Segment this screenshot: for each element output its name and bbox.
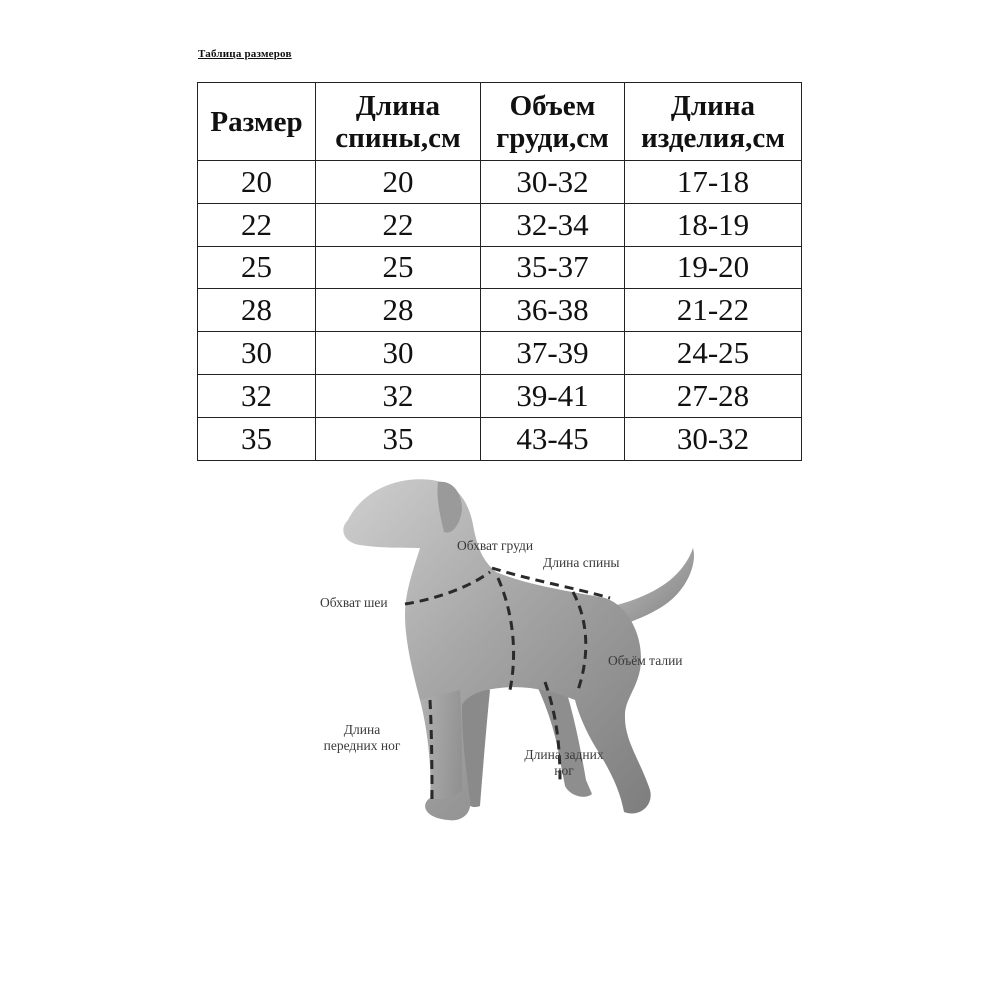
label-chest-girth: Обхват груди: [457, 538, 534, 553]
cell-item-length: 19-20: [625, 246, 802, 289]
cell-size: 35: [198, 417, 316, 460]
cell-chest: 32-34: [481, 203, 625, 246]
cell-item-length: 18-19: [625, 203, 802, 246]
header-back-length-line2: спины,см: [335, 121, 461, 154]
cell-size: 28: [198, 289, 316, 332]
label-hind-legs: [512, 747, 616, 779]
cell-item-length: 30-32: [625, 417, 802, 460]
cell-item-length: 24-25: [625, 332, 802, 375]
header-item-length-line1: Длина: [670, 89, 756, 122]
cell-size: 30: [198, 332, 316, 375]
cell-back-length: 22: [316, 203, 481, 246]
cell-back-length: 30: [316, 332, 481, 375]
label-front-legs: [318, 722, 406, 754]
cell-chest: 43-45: [481, 417, 625, 460]
cell-back-length: 32: [316, 374, 481, 417]
cell-back-length: 20: [316, 161, 481, 204]
cell-back-length: 25: [316, 246, 481, 289]
label-neck-girth: Обхват шеи: [320, 595, 388, 610]
cell-size: 25: [198, 246, 316, 289]
cell-back-length: 35: [316, 417, 481, 460]
cell-item-length: 21-22: [625, 289, 802, 332]
cell-chest: 30-32: [481, 161, 625, 204]
header-back-length-line1: Длина: [355, 89, 441, 122]
header-chest-line1: Объем: [509, 89, 596, 122]
label-hind-legs-line2: ног: [554, 763, 574, 778]
dog-front-leg-near: [420, 690, 462, 799]
cell-back-length: 28: [316, 289, 481, 332]
cell-size: 20: [198, 161, 316, 204]
header-size-text: Размер: [210, 105, 303, 138]
document-title: Таблица размеров: [198, 48, 292, 60]
label-front-legs-line2: передних ног: [323, 738, 401, 753]
header-chest-line2: груди,см: [496, 121, 609, 154]
cell-size: 22: [198, 203, 316, 246]
cell-chest: 36-38: [481, 289, 625, 332]
header-item-length-line2: изделия,см: [641, 121, 785, 154]
label-back-length: Длина спины: [543, 555, 620, 570]
label-hind-legs-line1: Длина задних: [524, 747, 604, 762]
cell-chest: 37-39: [481, 332, 625, 375]
cell-item-length: 17-18: [625, 161, 802, 204]
cell-size: 32: [198, 374, 316, 417]
cell-item-length: 27-28: [625, 374, 802, 417]
cell-chest: 35-37: [481, 246, 625, 289]
label-front-legs-line1: Длина: [343, 722, 381, 737]
cell-chest: 39-41: [481, 374, 625, 417]
label-waist-volume: Объём талии: [608, 653, 683, 668]
